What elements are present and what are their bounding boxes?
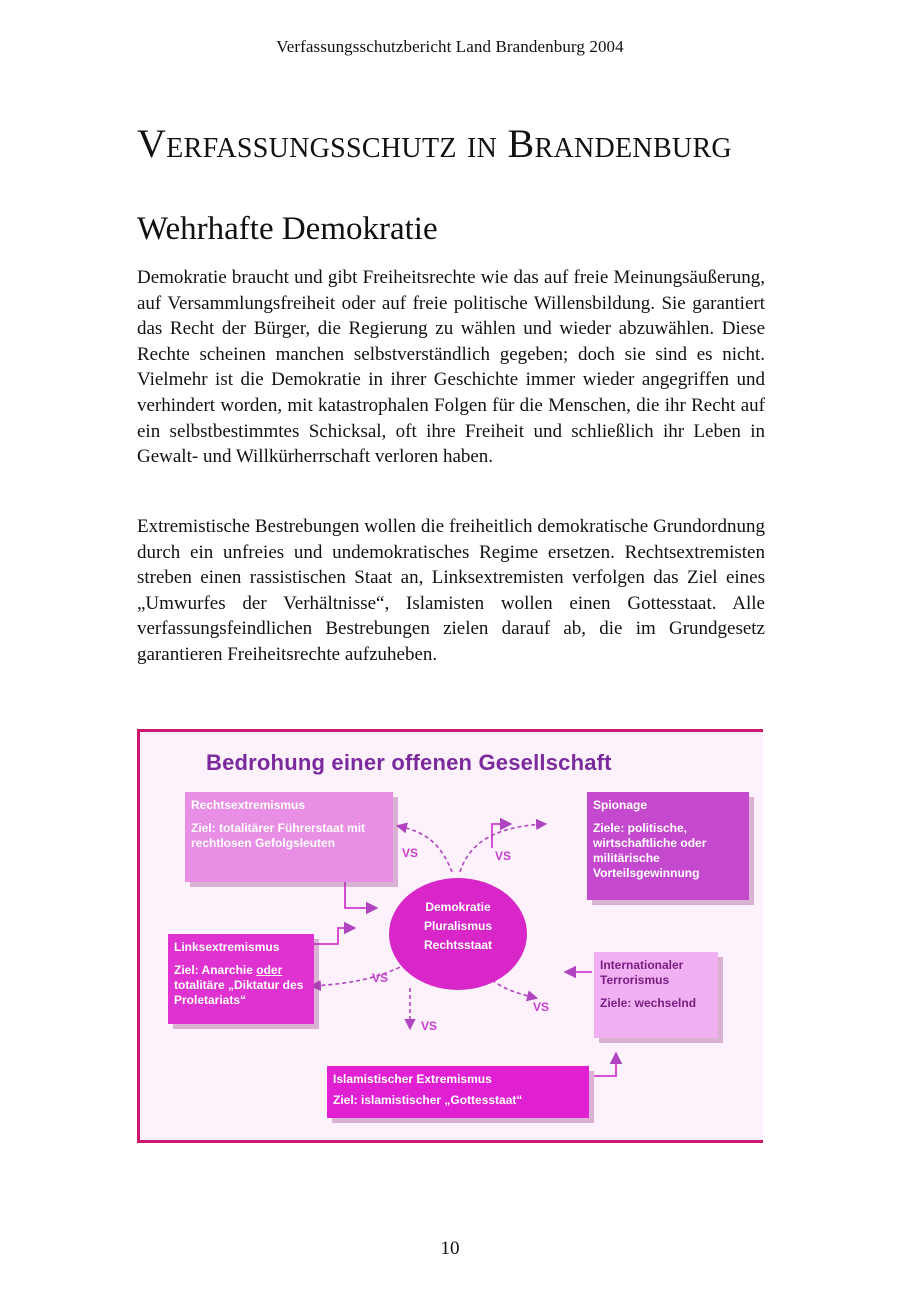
box-spionage-name: Spionage [593, 798, 648, 812]
threat-diagram [137, 729, 763, 1143]
box-linksextremismus-name: Linksextremismus [174, 940, 280, 954]
box-terrorismus-name: Internationaler Terrorismus [600, 958, 684, 987]
center-line-1: Demokratie [425, 900, 491, 914]
box-terrorismus [594, 952, 718, 1038]
attack-arrow-islam [594, 1054, 616, 1076]
attack-arrow-rechts [345, 880, 376, 908]
vs-label-rechts: VS [402, 846, 419, 860]
vs-label-links: VS [372, 971, 389, 985]
arrow-to-spionage [460, 824, 545, 872]
page-number: 10 [440, 1238, 460, 1259]
paragraph-1: Demokratie braucht und gibt Freiheitsrechte wie das auf freie Meinungsäußerung, auf Versammlungsfreiheit oder auf freie politische Willensbildung. Sie garantiert das Recht der Bürger, die Regierung zu wählen und wieder abzuwählen. Diese Rechte scheinen manchen selbstverständlich gegeben; doch sie sind es nicht. Vielmehr ist die Demokratie in ihrer Geschichte immer wieder angegriffen und verhindert worden, mit katastrophalen Folgen für die Menschen, die ihr Recht auf ein selbstbestimmtes Schicksal, oft ihre Freiheit und schließlich ihr Leben in Gewalt- und Willkürherrschaft verloren haben. [137, 267, 765, 468]
vs-label-islam: VS [421, 1019, 438, 1033]
box-islamismus-name: Islamistischer Extremismus [333, 1072, 492, 1086]
box-islamismus-goal: Ziel: islamistischer „Gottesstaat“ [333, 1093, 523, 1107]
box-linksextremismus-goal: Ziel: Anarchie oder totalitäre „Diktatur des Proletariats“ [174, 963, 304, 1007]
diagram-title: Bedrohung einer offenen Gesellschaft [206, 750, 612, 775]
running-header: Verfassungsschutzbericht Land Brandenburg 2004 [276, 37, 624, 56]
center-line-3: Rechtsstaat [423, 938, 493, 952]
arrow-to-links [312, 964, 406, 986]
vs-label-spionage: VS [495, 849, 512, 863]
center-line-2: Pluralismus [423, 919, 493, 933]
paragraph-2: Extremistische Bestrebungen wollen die freiheitlich demokratische Grundordnung durch ein unfreies und undemokratisches Regime ersetzen. Rechtsextremisten streben einen rassistischen Staat an, Linksextremisten verfolgen das Ziel eines „Umwurfes der Verhältnisse“, Islamisten wollen einen Gottesstaat. Alle verfassungsfeindlichen Bestrebungen zielen darauf ab, die im Grundgesetz garantieren Freiheitsrechte aufzuheben. [137, 516, 765, 665]
section-title: Wehrhafte Demokratie [137, 211, 438, 247]
attack-arrow-spionage [492, 824, 510, 848]
box-spionage-goal: Ziele: politische, wirtschaftliche oder militärische Vorteilsgewinnung [593, 821, 707, 880]
box-linksextremismus [168, 934, 314, 1024]
box-islamismus [327, 1066, 589, 1118]
box-rechtsextremismus-name: Rechtsextremismus [191, 798, 306, 812]
vs-label-terror: VS [533, 1000, 550, 1014]
center-democracy [389, 878, 527, 990]
box-rechtsextremismus-goal: Ziel: totalitärer Führerstaat mit rechtlosen Gefolgsleuten [191, 821, 366, 850]
box-spionage [587, 792, 749, 900]
box-terrorismus-goal: Ziele: wechselnd [600, 996, 697, 1010]
arrow-to-terror [492, 980, 536, 998]
box-rechtsextremismus [185, 792, 393, 882]
chapter-title: Verfassungsschutz in Brandenburg [137, 121, 732, 166]
attack-arrow-links [314, 928, 354, 944]
